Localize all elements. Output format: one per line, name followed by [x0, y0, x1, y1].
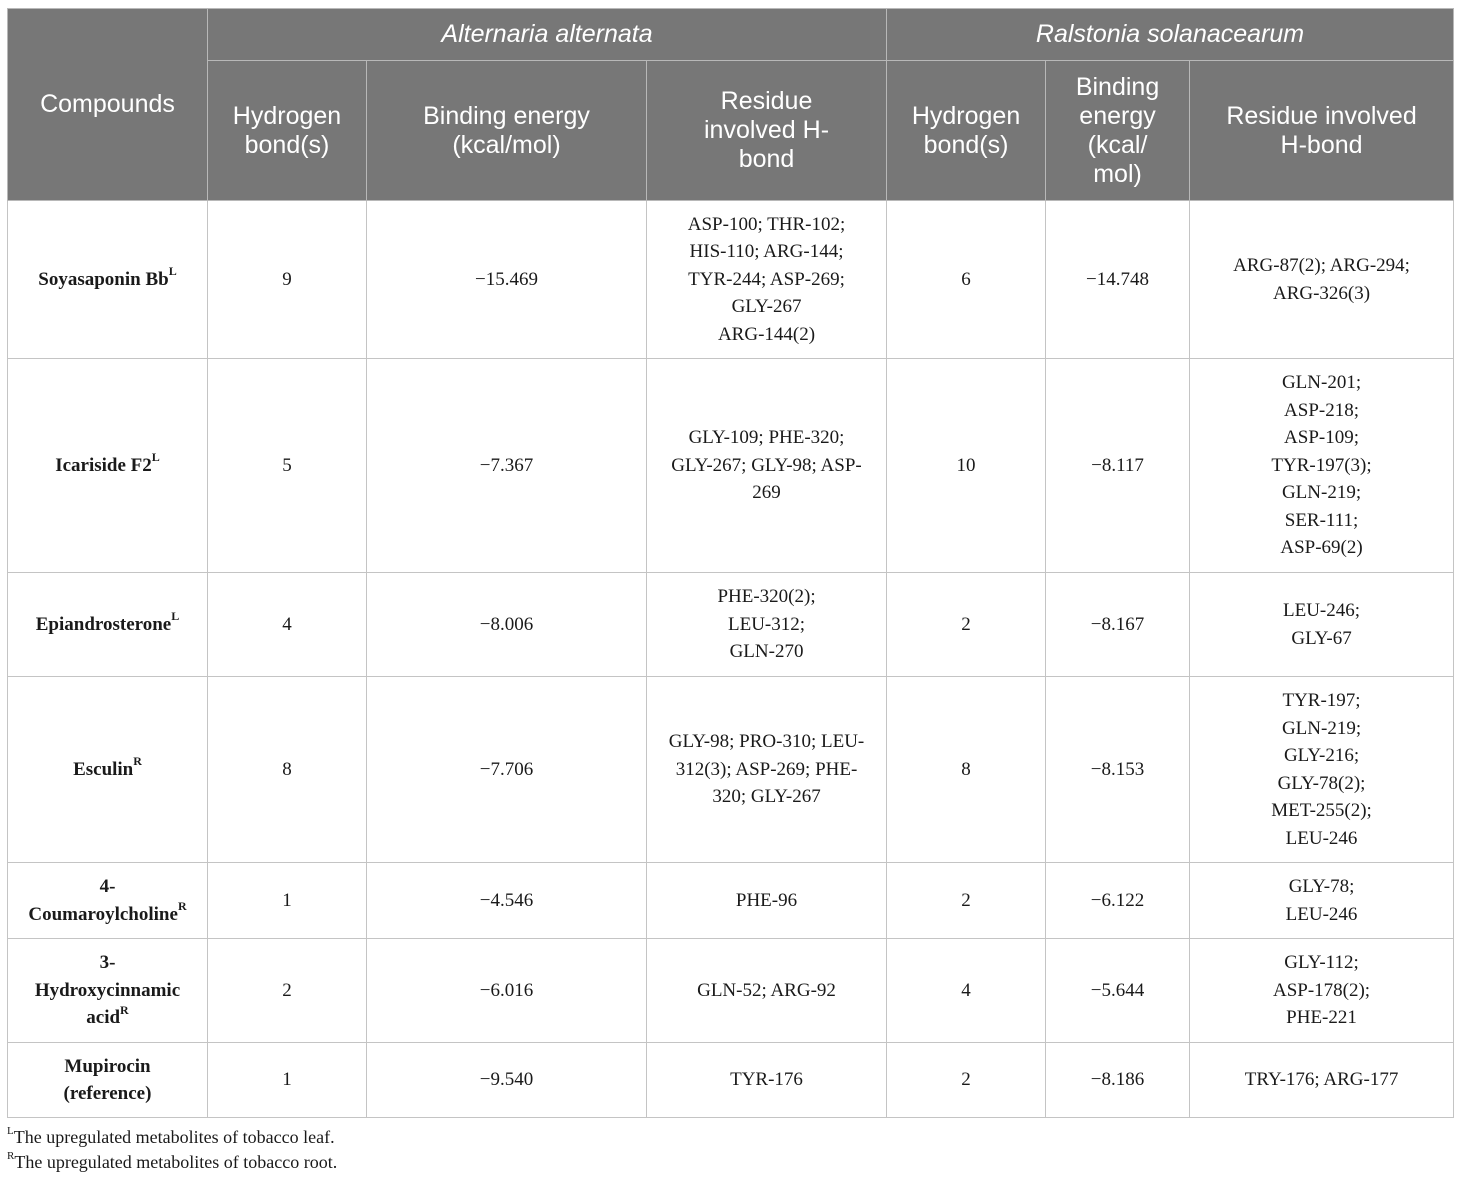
rs-binding-energy-value: −8.186 [1090, 1069, 1145, 1091]
aa-residue-line: PHE-320(2); [717, 586, 816, 608]
aa-residue-line: PHE-96 [735, 889, 798, 911]
aa-binding-energy-value: −4.546 [479, 889, 534, 911]
aa-binding-energy-value: −7.706 [479, 758, 534, 780]
rs-residue-line: GLY-67 [1291, 627, 1352, 649]
rs-residue-line: GLY-78(2); [1277, 772, 1366, 794]
compound-name-cell [8, 359, 208, 573]
compound-name-cell [8, 863, 208, 939]
compound-source-mark: R [177, 899, 187, 914]
aa-binding-energy-value: −8.006 [479, 613, 534, 635]
rs-binding-energy-value: −8.117 [1091, 454, 1144, 476]
compound-name-line: (reference) [63, 1083, 152, 1104]
rs-hydrogen-bonds-cell [887, 677, 1046, 863]
compound-source-mark: R [120, 1002, 129, 1017]
aa-residues-cell [647, 863, 887, 939]
aa-hydrogen-bonds-cell [208, 863, 367, 939]
aa-residue-line: GLY-267; GLY-98; ASP- [671, 454, 862, 476]
rs-hydrogen-bonds-value: 2 [961, 1069, 971, 1091]
header-alternaria-alternata: Alternaria alternata [208, 9, 887, 61]
rs-residues-cell [1190, 939, 1454, 1043]
rs-residue-line: TYR-197; [1282, 690, 1361, 711]
aa-residue-line: ASP-100; THR-102; [687, 213, 846, 235]
rs-binding-energy-value: −5.644 [1090, 979, 1145, 1001]
aa-hydrogen-bonds-value: 8 [282, 758, 292, 780]
rs-residues-cell [1190, 359, 1454, 573]
header-compounds: Compounds [8, 9, 208, 201]
rs-residue-line: MET-255(2); [1271, 800, 1372, 821]
aa-residue-line: GLY-267 [731, 296, 802, 318]
aa-residues-cell [647, 359, 887, 573]
rs-residue-line: ASP-178(2); [1272, 979, 1371, 1001]
aa-binding-energy-value: −7.367 [479, 454, 534, 476]
rs-residue-line: PHE-221 [1286, 1007, 1357, 1029]
rs-hydrogen-bonds-value: 2 [961, 889, 971, 911]
aa-residue-line: GLN-52; ARG-92 [697, 979, 836, 1001]
rs-hydrogen-bonds-value: 4 [961, 979, 971, 1001]
header-rs-hydrogen-bonds: Hydrogen bond(s) [887, 61, 1046, 201]
rs-residues-cell [1190, 677, 1454, 863]
rs-residue-line: LEU-246; [1283, 600, 1361, 621]
aa-hydrogen-bonds-cell [208, 677, 367, 863]
compound-name-line: acid [86, 1007, 121, 1029]
aa-residue-line: ARG-144(2) [717, 323, 816, 345]
aa-binding-energy-cell [367, 359, 647, 573]
rs-residue-line: ASP-218; [1284, 399, 1360, 421]
table-row [8, 359, 1454, 573]
rs-hydrogen-bonds-cell [887, 863, 1046, 939]
aa-binding-energy-cell [367, 573, 647, 677]
rs-residues-cell [1190, 1043, 1454, 1118]
rs-binding-energy-value: −14.748 [1086, 268, 1150, 290]
footnote-root [7, 1150, 337, 1175]
rs-binding-energy-cell [1046, 573, 1190, 677]
table-row [8, 1043, 1454, 1118]
header-aa-binding-energy: Binding energy (kcal/mol) [367, 61, 647, 201]
rs-residue-line: GLN-219; [1281, 717, 1362, 739]
aa-residue-line: LEU-312; [727, 613, 806, 635]
aa-residues-cell [647, 1043, 887, 1118]
rs-binding-energy-cell [1046, 1043, 1190, 1118]
aa-hydrogen-bonds-cell [208, 573, 367, 677]
rs-residue-line: GLN-219; [1281, 482, 1362, 504]
rs-hydrogen-bonds-value: 8 [961, 758, 971, 780]
aa-residues-cell [647, 201, 887, 359]
rs-binding-energy-value: −6.122 [1090, 889, 1145, 911]
aa-hydrogen-bonds-value: 1 [282, 1069, 292, 1091]
compound-name-line: 4- [99, 876, 116, 897]
aa-residues-cell [647, 677, 887, 863]
compound-name-cell [8, 201, 208, 359]
rs-residue-line: LEU-246 [1285, 903, 1358, 925]
rs-binding-energy-cell [1046, 863, 1190, 939]
rs-hydrogen-bonds-value: 2 [961, 613, 971, 635]
table-row [8, 573, 1454, 677]
aa-hydrogen-bonds-cell [208, 1043, 367, 1118]
rs-hydrogen-bonds-cell [887, 573, 1046, 677]
aa-residues-cell [647, 939, 887, 1043]
aa-residues-cell [647, 573, 887, 677]
rs-hydrogen-bonds-cell [887, 1043, 1046, 1118]
rs-residue-line: GLY-216; [1283, 745, 1360, 766]
aa-residue-line: 320; GLY-267 [712, 786, 821, 808]
aa-binding-energy-cell [367, 939, 647, 1043]
aa-residue-line: GLY-109; PHE-320; [688, 427, 845, 449]
rs-residue-line: ARG-326(3) [1272, 282, 1371, 304]
aa-binding-energy-value: −6.016 [479, 979, 534, 1001]
aa-residue-line: 312(3); ASP-269; PHE- [675, 758, 858, 780]
compound-source-mark: L [171, 609, 180, 624]
rs-residue-line: TYR-197(3); [1271, 454, 1372, 476]
table-header [8, 9, 1454, 201]
footnotes [7, 1125, 337, 1175]
header-rs-binding-energy: Binding energy (kcal/ mol) [1046, 61, 1190, 201]
compound-name: Esculin [73, 758, 134, 780]
rs-residue-line: GLY-78; [1288, 876, 1355, 897]
table-row [8, 677, 1454, 863]
header-ralstonia-solanacearum: Ralstonia solanacearum [887, 9, 1454, 61]
header-rs-residue: Residue involved H-bond [1190, 61, 1454, 201]
footnote-mark: R [7, 1150, 15, 1162]
footnote-leaf [7, 1125, 337, 1150]
aa-hydrogen-bonds-cell [208, 939, 367, 1043]
aa-residue-line: TYR-176 [730, 1069, 803, 1091]
compound-source-mark: R [133, 754, 142, 769]
rs-residues-cell [1190, 201, 1454, 359]
table-row [8, 939, 1454, 1043]
aa-residue-line: TYR-244; ASP-269; [688, 268, 845, 290]
rs-hydrogen-bonds-value: 6 [961, 268, 971, 290]
rs-binding-energy-cell [1046, 677, 1190, 863]
compound-name-line: Coumaroylcholine [28, 903, 178, 925]
rs-binding-energy-value: −8.153 [1090, 758, 1145, 780]
compound-name-cell [8, 1043, 208, 1118]
footnote-mark: L [7, 1125, 14, 1137]
rs-residue-line: ARG-87(2); ARG-294; [1233, 255, 1410, 276]
rs-hydrogen-bonds-cell [887, 359, 1046, 573]
compound-source-mark: L [151, 450, 160, 465]
compound-name: Epiandrosterone [35, 613, 172, 635]
footnote-text: The upregulated metabolites of tobacco root. [14, 1152, 338, 1172]
rs-binding-energy-cell [1046, 359, 1190, 573]
rs-residue-line: SER-111; [1284, 509, 1359, 531]
rs-hydrogen-bonds-cell [887, 201, 1046, 359]
aa-hydrogen-bonds-value: 2 [282, 979, 292, 1001]
aa-binding-energy-value: −9.540 [479, 1069, 534, 1091]
aa-hydrogen-bonds-value: 1 [282, 889, 292, 911]
rs-binding-energy-cell [1046, 201, 1190, 359]
table-body [8, 201, 1454, 1118]
table-row [8, 201, 1454, 359]
aa-hydrogen-bonds-value: 4 [282, 613, 292, 635]
compound-name-line: Mupirocin [64, 1055, 151, 1077]
compound-name-cell [8, 939, 208, 1043]
header-row-metrics [8, 61, 1454, 201]
aa-hydrogen-bonds-value: 5 [282, 454, 292, 476]
header-row-organisms [8, 9, 1454, 61]
compound-name-cell [8, 677, 208, 863]
aa-hydrogen-bonds-cell [208, 359, 367, 573]
aa-binding-energy-cell [367, 677, 647, 863]
rs-residue-line: GLY-112; [1284, 952, 1359, 974]
aa-residue-line: GLY-98; PRO-310; LEU- [668, 731, 865, 753]
table-row [8, 863, 1454, 939]
compound-name-line: 3- [99, 952, 116, 974]
compound-name: Soyasaponin Bb [38, 268, 169, 290]
compound-name-line: Hydroxycinnamic [34, 979, 181, 1001]
aa-binding-energy-cell [367, 201, 647, 359]
aa-binding-energy-cell [367, 1043, 647, 1118]
rs-binding-energy-value: −8.167 [1090, 613, 1145, 635]
aa-residue-line: 269 [752, 482, 781, 504]
aa-binding-energy-cell [367, 863, 647, 939]
aa-residue-line: GLN-270 [729, 641, 804, 663]
header-aa-residue: Residue involved H-bond [647, 61, 887, 201]
aa-binding-energy-value: −15.469 [475, 268, 538, 290]
rs-residues-cell [1190, 573, 1454, 677]
aa-hydrogen-bonds-cell [208, 201, 367, 359]
compound-name: Icariside F2 [55, 454, 152, 476]
footnote-text: The upregulated metabolites of tobacco leaf. [13, 1127, 335, 1147]
aa-residue-line: HIS-110; ARG-144; [689, 241, 844, 263]
rs-residue-line: LEU-246 [1285, 827, 1358, 849]
compound-name-cell [8, 573, 208, 677]
rs-residue-line: GLN-201; [1281, 372, 1362, 394]
header-aa-hydrogen-bonds: Hydrogen bond(s) [208, 61, 367, 201]
rs-binding-energy-cell [1046, 939, 1190, 1043]
rs-residue-line: TRY-176; ARG-177 [1244, 1069, 1399, 1091]
rs-residues-cell [1190, 863, 1454, 939]
docking-results-table [7, 8, 1454, 1118]
rs-hydrogen-bonds-cell [887, 939, 1046, 1043]
rs-hydrogen-bonds-value: 10 [956, 454, 976, 476]
rs-residue-line: ASP-69(2) [1280, 537, 1363, 559]
aa-hydrogen-bonds-value: 9 [282, 268, 292, 290]
rs-residue-line: ASP-109; [1284, 427, 1360, 449]
compound-source-mark: L [168, 264, 177, 279]
